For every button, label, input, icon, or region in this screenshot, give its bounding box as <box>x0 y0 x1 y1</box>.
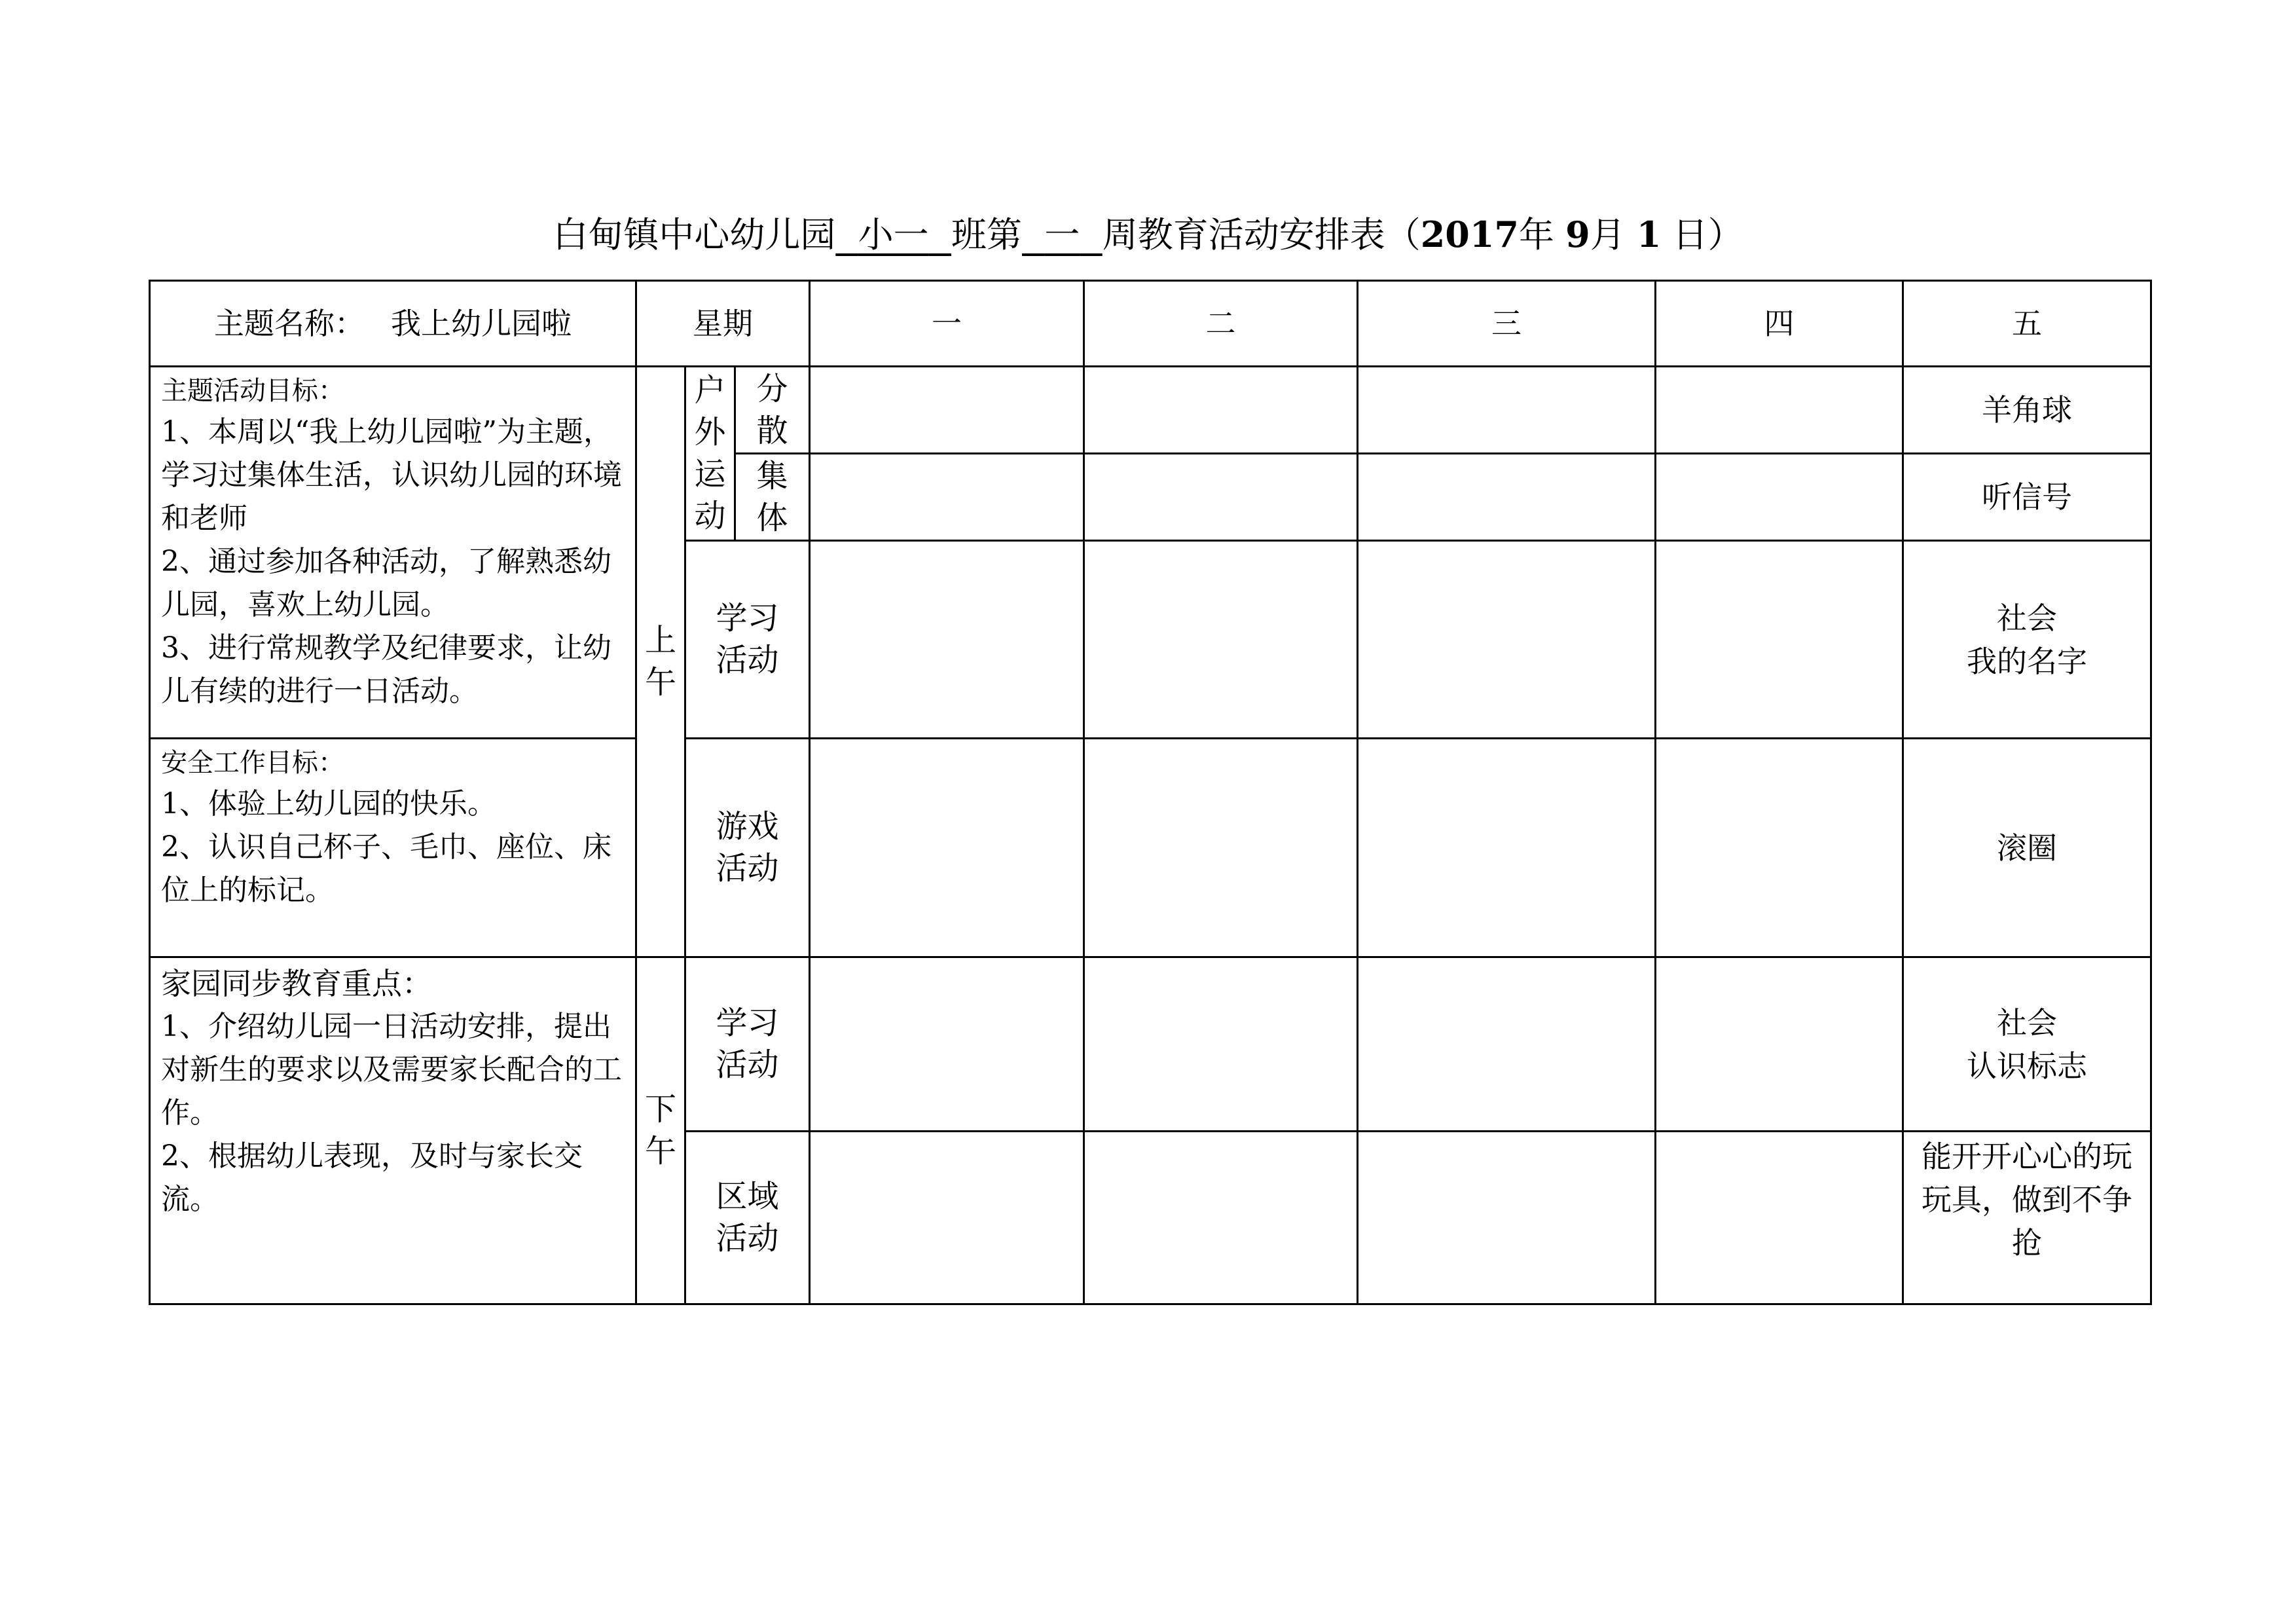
schedule-cell <box>810 957 1084 1132</box>
schedule-cell <box>810 1132 1084 1304</box>
theme-name-label: 主题名称： <box>214 306 365 341</box>
category-scatter-label: 分散 <box>756 370 788 449</box>
title-suffix: 日） <box>1661 214 1743 255</box>
day-header-tue: 二 <box>1084 281 1358 367</box>
schedule-table <box>149 280 2152 1305</box>
page-title <box>0 208 2296 261</box>
title-mid4: 月 <box>1590 214 1637 255</box>
title-day: 1 <box>1636 213 1662 255</box>
schedule-cell <box>1656 957 1903 1132</box>
theme-goal-item: 2、通过参加各种活动，了解熟悉幼儿园，喜欢上幼儿园。 <box>161 545 611 621</box>
period-afternoon-label: 下午 <box>645 1091 677 1170</box>
schedule-cell <box>1656 541 1903 739</box>
home-sync-heading: 家园同步教育重点： <box>161 966 432 1001</box>
category-group-label: 集体 <box>756 457 788 536</box>
schedule-cell: 羊角球 <box>1903 367 2151 454</box>
schedule-cell <box>1656 739 1903 957</box>
category-study-pm-label: 学习活动 <box>716 1005 779 1083</box>
category-study-am-label: 学习活动 <box>716 600 779 678</box>
category-group <box>735 454 810 541</box>
title-month: 9 <box>1565 213 1590 255</box>
schedule-cell: 滚圈 <box>1903 739 2151 957</box>
theme-goal-cell <box>150 367 636 739</box>
theme-goal-item: 1、本周以“我上幼儿园啦”为主题，学习过集体生活，认识幼儿园的环境和老师 <box>161 415 622 535</box>
title-mid1: 班第 <box>951 214 1023 255</box>
schedule-cell <box>1656 454 1903 541</box>
theme-name-value: 我上幼儿园啦 <box>391 306 572 341</box>
period-morning <box>636 367 685 957</box>
schedule-cell <box>1084 957 1358 1132</box>
category-area-label: 区域活动 <box>716 1178 779 1257</box>
category-game-label: 游戏活动 <box>716 808 779 887</box>
schedule-cell <box>810 454 1084 541</box>
schedule-cell <box>1084 541 1358 739</box>
day-header-wed: 三 <box>1358 281 1656 367</box>
theme-goal-heading: 主题活动目标： <box>161 376 344 406</box>
safety-goal-cell <box>150 739 636 957</box>
schedule-cell <box>810 367 1084 454</box>
schedule-cell: 社会 我的名字 <box>1903 541 2151 739</box>
theme-name-cell <box>150 281 636 367</box>
schedule-cell <box>1084 454 1358 541</box>
home-sync-item: 1、介绍幼儿园一日活动安排，提出对新生的要求以及需要家长配合的工作。 <box>161 1010 622 1130</box>
title-year: 2017 <box>1420 213 1519 255</box>
period-afternoon <box>636 957 685 1304</box>
weekday-label: 星期 <box>636 281 810 367</box>
day-header-fri: 五 <box>1903 281 2151 367</box>
home-sync-cell <box>150 957 636 1304</box>
schedule-cell <box>1358 1132 1656 1304</box>
schedule-cell <box>810 541 1084 739</box>
category-outdoor <box>685 367 735 541</box>
category-area <box>685 1132 810 1304</box>
day-header-thu: 四 <box>1656 281 1903 367</box>
schedule-cell <box>1358 454 1656 541</box>
category-study-pm <box>685 957 810 1132</box>
title-prefix: 白甸镇中心幼儿园 <box>553 214 836 255</box>
home-sync-item: 2、根据幼儿表现，及时与家长交流。 <box>161 1139 583 1216</box>
schedule-cell: 听信号 <box>1903 454 2151 541</box>
safety-goal-item: 1、体验上幼儿园的快乐。 <box>161 787 496 821</box>
category-game <box>685 739 810 957</box>
day-header-mon: 一 <box>810 281 1084 367</box>
safety-goal-item: 2、认识自己杯子、毛巾、座位、床位上的标记。 <box>161 830 611 907</box>
title-mid2: 周教育活动安排表（ <box>1102 214 1421 255</box>
schedule-cell: 社会 认识标志 <box>1903 957 2151 1132</box>
safety-goal-heading: 安全工作目标： <box>161 748 344 778</box>
schedule-cell <box>1656 367 1903 454</box>
category-outdoor-label: 户外运动 <box>694 372 726 534</box>
schedule-cell <box>1084 1132 1358 1304</box>
schedule-cell <box>1656 1132 1903 1304</box>
schedule-cell <box>1084 367 1358 454</box>
category-scatter <box>735 367 810 454</box>
schedule-cell <box>1084 739 1358 957</box>
title-week: 一 <box>1044 214 1080 255</box>
category-study-am <box>685 541 810 739</box>
title-class-name: 小一 <box>858 214 929 255</box>
schedule-cell: 能开开心心的玩玩具，做到不争抢 <box>1903 1132 2151 1304</box>
schedule-cell <box>1358 541 1656 739</box>
schedule-cell <box>1358 957 1656 1132</box>
schedule-cell <box>1358 367 1656 454</box>
period-morning-label: 上午 <box>645 622 677 701</box>
schedule-cell <box>1358 739 1656 957</box>
theme-goal-item: 3、进行常规教学及纪律要求，让幼儿有续的进行一日活动。 <box>161 631 611 708</box>
schedule-cell <box>810 739 1084 957</box>
title-mid3: 年 <box>1519 214 1566 255</box>
